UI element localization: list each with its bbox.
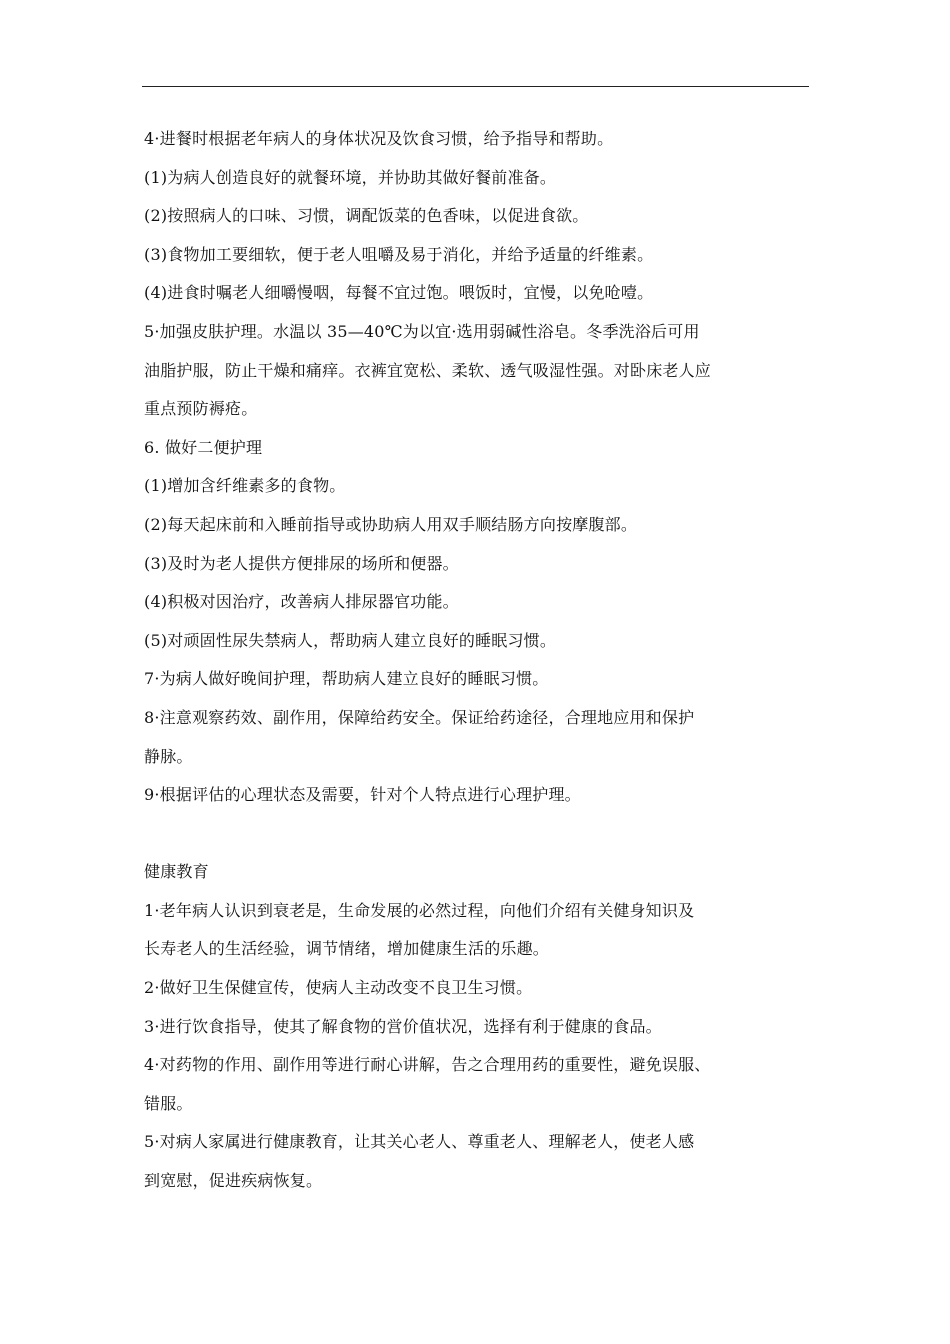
section-heading: 健康教育	[144, 862, 209, 882]
paragraph-line: 5·对病人家属进行健康教育，让其关心老人、尊重老人、理解老人，使老人感	[144, 1132, 695, 1152]
paragraph-line: 4·进餐时根据老年病人的身体状况及饮食习惯，给予指导和帮助。	[144, 129, 614, 148]
paragraph-line: (3)及时为老人提供方便排尿的场所和便器。	[144, 553, 459, 573]
paragraph-line: 4·对药物的作用、副作用等进行耐心讲解，告之合理用药的重要性，避免误服、	[144, 1055, 711, 1075]
paragraph-line: 长寿老人的生活经验，调节情绪，增加健康生活的乐趣。	[144, 939, 550, 959]
paragraph-line: (5)对顽固性尿失禁病人，帮助病人建立良好的睡眠习惯。	[144, 630, 557, 650]
paragraph-line: 到宽慰，促进疾病恢复。	[144, 1171, 323, 1191]
paragraph-line: 错服。	[144, 1093, 193, 1113]
paragraph-line: (1)增加含纤维素多的食物。	[144, 476, 346, 496]
paragraph-line: 1·老年病人认识到衰老是，生命发展的必然过程，向他们介绍有关健身知识及	[144, 900, 695, 920]
paragraph-line: (1)为病人创造良好的就餐环境，并协助其做好餐前准备。	[144, 167, 557, 187]
header-rule	[142, 86, 809, 87]
paragraph-line: 3·进行饮食指导，使其了解食物的営价值状况，选择有利于健康的食品。	[144, 1016, 662, 1036]
paragraph-line: 9·根据评估的心理状态及需要，针对个人特点进行心理护理。	[144, 785, 581, 805]
paragraph-line: (4)积极对因治疗，改善病人排尿器官功能。	[144, 592, 459, 612]
paragraph-line: (2)按照病人的口味、习惯，调配饭菜的色香味，以促进食欲。	[144, 206, 589, 226]
paragraph-line: (3)食物加工要细软，便于老人咀嚼及易于消化，并给予适量的纤维素。	[144, 244, 654, 264]
paragraph-line: (4)进食时嘱老人细嚼慢咽，每餐不宜过饱。喂饭时，宜慢，以免呛噎。	[144, 283, 654, 303]
paragraph-line: 7·为病人做好晚间护理，帮助病人建立良好的睡眠习惯。	[144, 669, 549, 689]
paragraph-line: 静脉。	[144, 746, 193, 766]
section-gap	[144, 815, 816, 854]
paragraph-line: 2·做好卫生保健宣传，使病人主动改变不良卫生习惯。	[144, 978, 533, 998]
document-body	[144, 120, 816, 1201]
paragraph-line: 油脂护服，防止干燥和痛痒。衣裤宜宽松、柔软、透气吸湿性强。对卧床老人应	[144, 360, 712, 380]
paragraph-line: 6. 做好二便护理	[144, 437, 263, 457]
paragraph-line: 5·加强皮肤护理。水温以 35—40℃为以宜·选用弱碱性浴皂。冬季洗浴后可用	[144, 321, 700, 341]
paragraph-line: (2)每天起床前和入睡前指导或协助病人用双手顺结肠方向按摩腹部。	[144, 514, 638, 534]
paragraph-line: 8·注意观察药效、副作用，保障给药安全。保证给药途径，合理地应用和保护	[144, 707, 695, 727]
paragraph-line: 重点预防褥疮。	[144, 399, 258, 419]
